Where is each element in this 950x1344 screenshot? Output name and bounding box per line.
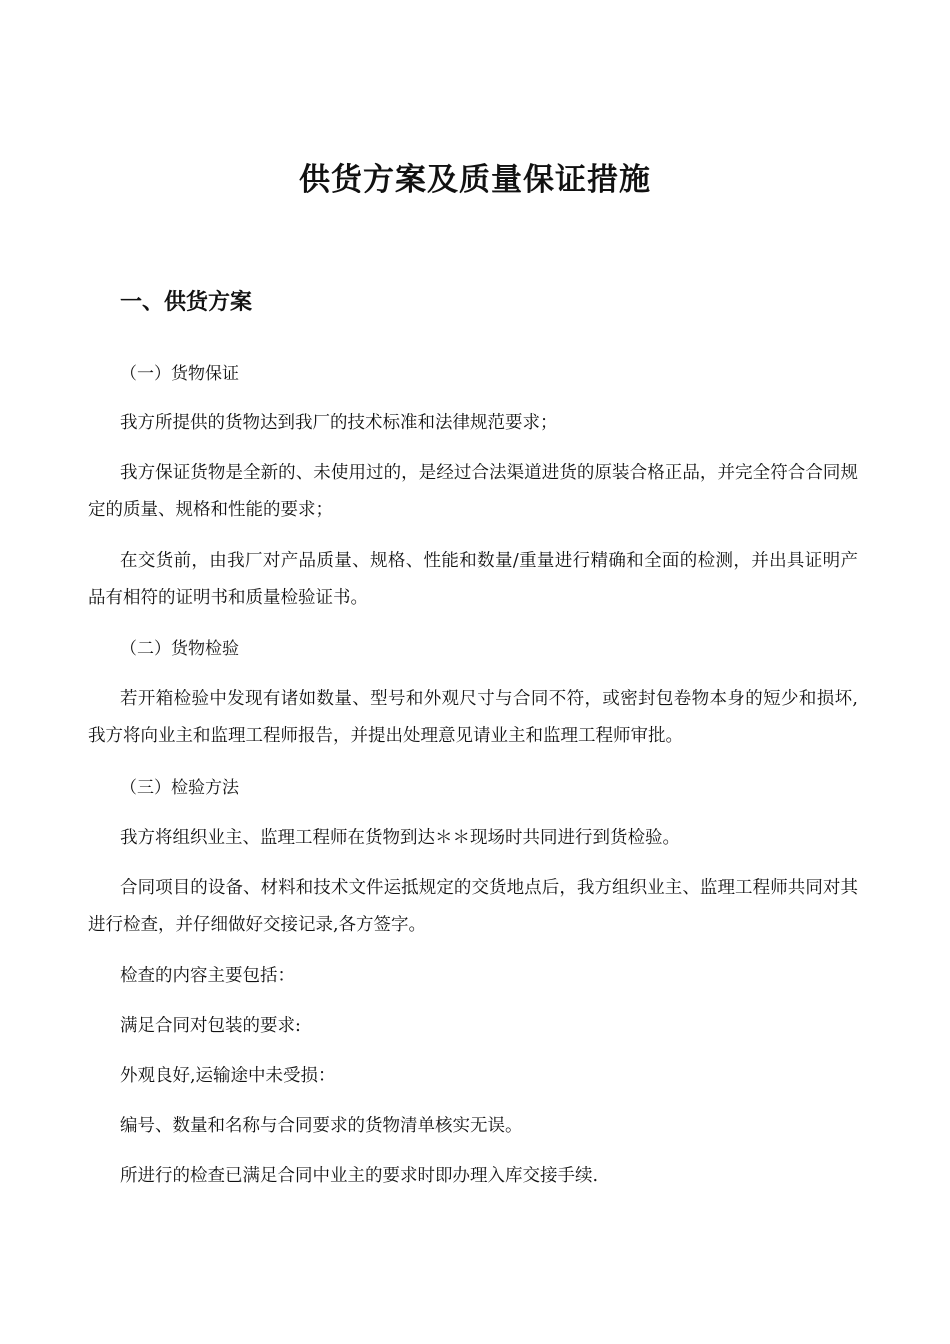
paragraph: 我方保证货物是全新的、未使用过的，是经过合法渠道进货的原装合格正品，并完全符合合同规定的质量、规格和性能的要求；: [88, 463, 858, 520]
paragraph: 若开箱检验中发现有诸如数量、型号和外观尺寸与合同不符，或密封包卷物本身的短少和损坏,我方将向业主和监理工程师报告，并提出处理意见请业主和监理工程师审批。: [88, 689, 858, 746]
document-title: 供货方案及质量保证措施: [299, 162, 651, 198]
paragraph: 编号、数量和名称与合同要求的货物清单核实无误。: [120, 1116, 523, 1136]
paragraph: 在交货前，由我厂对产品质量、规格、性能和数量/重量进行精确和全面的检测，并出具证明产品有相符的证明书和质量检验证书。: [88, 551, 858, 608]
subheading-inspection-method: （三）检验方法: [120, 778, 239, 798]
paragraph: 我方将组织业主、监理工程师在货物到达＊＊现场时共同进行到货检验。: [120, 828, 680, 848]
subheading-goods-inspection: （二）货物检验: [120, 639, 239, 659]
paragraph: 外观良好,运输途中未受损：: [120, 1066, 336, 1086]
paragraph: 检查的内容主要包括：: [120, 966, 295, 986]
paragraph: 我方所提供的货物达到我厂的技术标准和法律规范要求；: [120, 413, 558, 433]
paragraph: 所进行的检查已满足合同中业主的要求时即办理入库交接手续.: [120, 1166, 599, 1186]
paragraph: 满足合同对包装的要求:: [120, 1016, 301, 1036]
paragraph: 合同项目的设备、材料和技术文件运抵规定的交货地点后，我方组织业主、监理工程师共同对其进行检查，并仔细做好交接记录,各方签字。: [88, 878, 858, 935]
subheading-goods-guarantee: （一）货物保证: [120, 364, 239, 384]
section-heading-supply-plan: 一、供货方案: [120, 290, 253, 315]
